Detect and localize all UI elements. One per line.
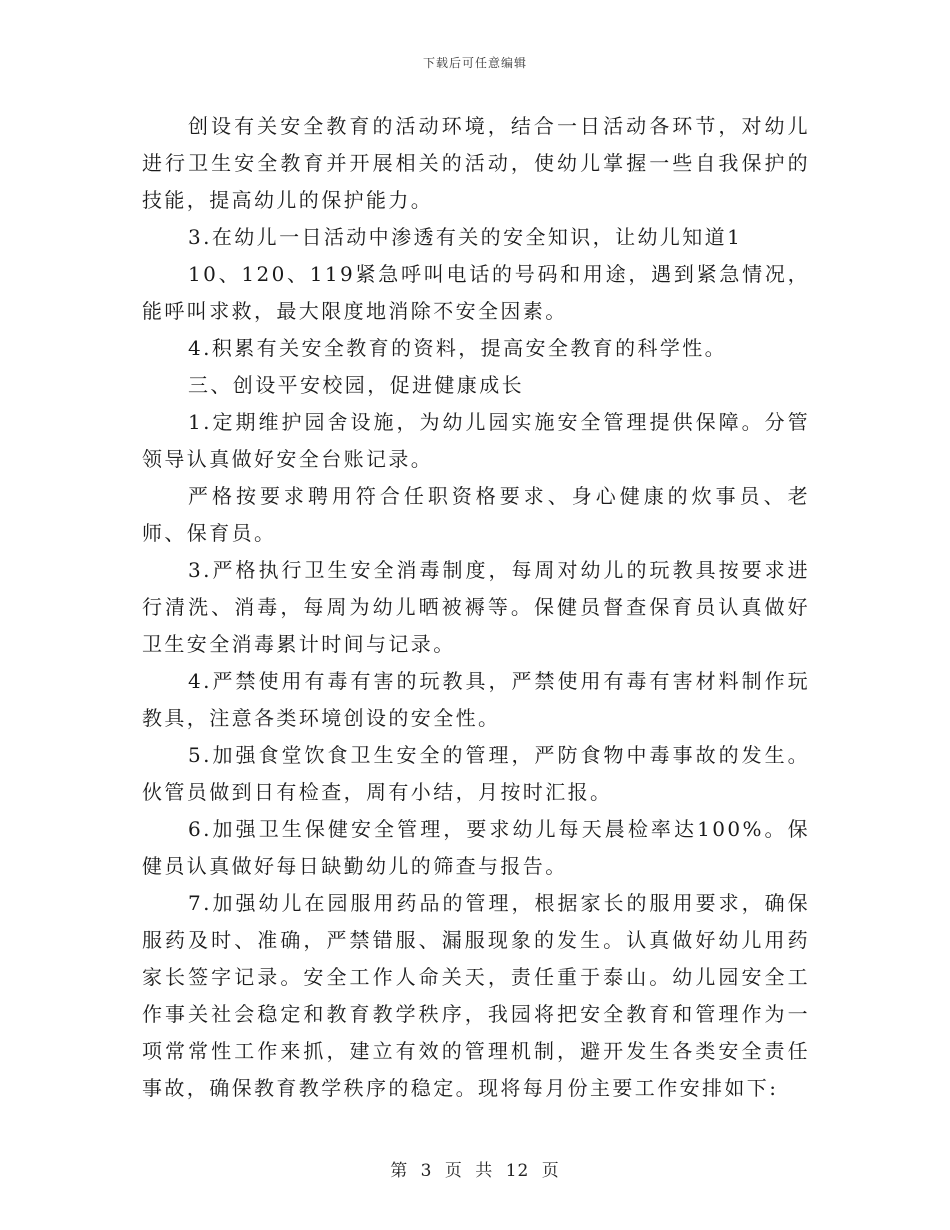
paragraph: 4.严禁使用有毒有害的玩教具，严禁使用有毒有害材料制作玩教具，注意各类环境创设的安全性。 [142,669,810,730]
page-footer [0,1156,950,1181]
footer-suffix: 页 [541,1161,560,1181]
paragraph: 7.加强幼儿在园服用药品的管理，根据家长的服用要求，确保服药及时、准确，严禁错服、漏服现象的发生。认真做好幼儿用药家长签字记录。安全工作人命关天，责任重于泰山。幼儿园安全工作事关社会稳定和教育教学秩序，我园将把安全教育和管理作为一项常常性工作来抓，建立有效的管理机制，避开发生各类安全责任事故，确保教育教学秩序的稳定。现将每月份主要工作安排如下: [142,891,810,1100]
body-text [142,108,810,1107]
footer-total-word: 共 [475,1161,494,1181]
paragraph: 3.严格执行卫生安全消毒制度，每周对幼儿的玩教具按要求进行清洗、消毒，每周为幼儿晒被褥等。保健员督查保育员认真做好卫生安全消毒累计时间与记录。 [142,558,810,656]
footer-page-word: 页 [444,1161,463,1181]
paragraph: 5.加强食堂饮食卫生安全的管理，严防食物中毒事故的发生。伙管员做到日有检查，周有小结，月按时汇报。 [142,743,810,804]
paragraph: 6.加强卫生保健安全管理，要求幼儿每天晨检率达100%。保健员认真做好每日缺勤幼儿的筛查与报告。 [142,817,810,878]
paragraph: 4.积累有关安全教育的资料，提高安全教育的科学性。 [188,336,728,360]
header-note: 下载后可任意编辑 [422,56,527,70]
paragraph: 10、120、119紧急呼叫电话的号码和用途，遇到紧急情况，能呼叫求救，最大限度地消除不安全因素。 [142,262,810,323]
paragraph: 严格按要求聘用符合任职资格要求、身心健康的炊事员、老师、保育员。 [142,484,810,545]
paragraph: 1.定期维护园舍设施，为幼儿园实施安全管理提供保障。分管领导认真做好安全台账记录。 [142,410,810,471]
section-heading: 三、创设平安校园，促进健康成长 [188,373,524,397]
footer-prefix: 第 [390,1161,409,1181]
total-page-count: 12 [505,1161,530,1181]
paragraph: 创设有关安全教育的活动环境，结合一日活动各环节，对幼儿进行卫生安全教育并开展相关的活动，使幼儿掌握一些自我保护的技能，提高幼儿的保护能力。 [142,114,810,212]
current-page-number: 3 [420,1161,433,1181]
paragraph: 3.在幼儿一日活动中渗透有关的安全知识，让幼儿知道1 [188,225,743,249]
